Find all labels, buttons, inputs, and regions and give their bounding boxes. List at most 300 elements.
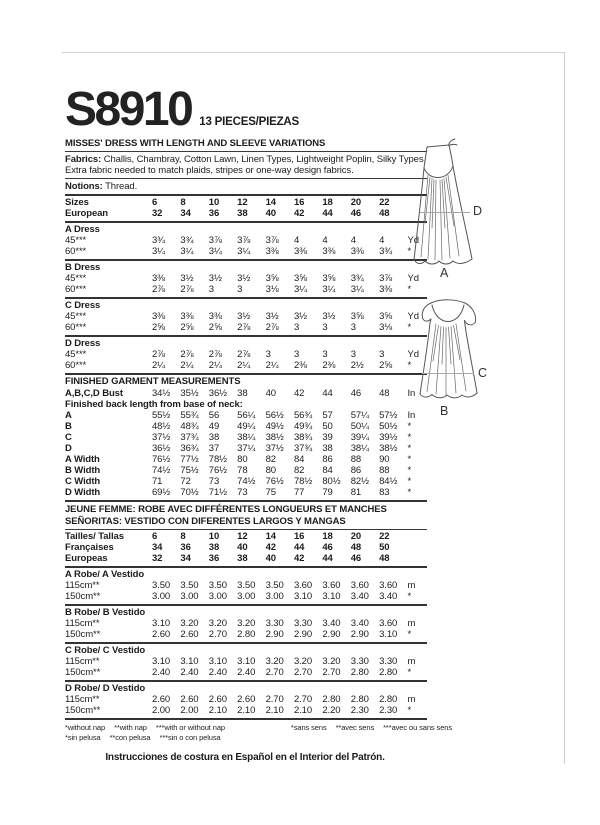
table-row [65, 421, 427, 432]
table-cell: 3 [322, 322, 328, 334]
row-label: B Width [65, 465, 101, 477]
unit-cell: Yd [407, 311, 419, 323]
unit-cell: In [407, 388, 416, 400]
table-cell: 37¾ [180, 432, 199, 444]
table-cell: 16 [293, 197, 305, 209]
table-cell: 2.40 [152, 667, 171, 679]
table-cell: 3⅞ [379, 273, 393, 285]
footnote-item: **avec sens [335, 723, 375, 733]
table-row [65, 705, 427, 716]
table-cell: 90 [379, 454, 390, 466]
table-cell: 2¼ [265, 360, 279, 372]
section-title [65, 607, 427, 618]
table-cell: 3.40 [350, 591, 369, 603]
table-cell: 2⅞ [152, 349, 166, 361]
unit-cell: * [407, 705, 412, 717]
table-cell: 34 [180, 208, 191, 220]
table-cell: 88 [350, 454, 362, 466]
table-cell: 3⅜ [265, 246, 279, 258]
table-cell: 3.30 [265, 618, 284, 630]
table-row [65, 553, 427, 564]
table-cell: 2.60 [152, 629, 171, 641]
table-cell: 3.50 [208, 580, 227, 592]
table-cell: 14 [265, 197, 276, 209]
table-cell: 3 [293, 322, 300, 334]
row-label: 60*** [65, 322, 87, 334]
table-cell: 38½ [265, 432, 284, 444]
unit-cell: * [407, 246, 412, 258]
table-cell: 74½ [237, 476, 256, 488]
table-cell: 3¾ [350, 273, 364, 285]
table-cell: 78 [237, 465, 248, 477]
row-label: A Width [65, 454, 100, 466]
table-cell: 6 [152, 531, 158, 543]
table-cell: 2⅝ [208, 322, 222, 334]
table-cell: 20 [350, 197, 362, 209]
yardage-table [65, 223, 427, 375]
footnote-item: ***sin o con pelusa [159, 733, 221, 743]
table-cell: 2.60 [152, 694, 171, 706]
dress-b-c-drawing [414, 296, 484, 410]
row-label: 45*** [65, 273, 87, 285]
table-cell: 3.10 [180, 656, 199, 668]
footnote-item: ***with or without nap [155, 723, 225, 733]
table-cell: 16 [293, 531, 305, 543]
table-cell: 50½ [379, 421, 398, 433]
table-section [65, 299, 427, 337]
table-cell: 38 [237, 208, 248, 220]
table-row [65, 667, 427, 678]
table-cell: 83 [379, 487, 390, 499]
table-cell: 3.10 [237, 656, 256, 668]
finished-measurements-table [65, 375, 427, 502]
table-cell: 2½ [350, 360, 364, 372]
table-row [65, 476, 427, 487]
section-title [65, 645, 427, 656]
section-title [65, 300, 427, 311]
table-cell: 2⅞ [208, 349, 222, 361]
table-cell: 38 [237, 388, 248, 400]
table-cell: 3.40 [350, 618, 369, 630]
table-cell: 36 [208, 208, 220, 220]
row-label: 45*** [65, 311, 87, 323]
section-name: A Robe/ A Vestido [65, 569, 145, 581]
table-cell: 3⅜ [293, 246, 307, 258]
unit-cell: m [407, 618, 416, 630]
unit-cell: * [407, 667, 412, 679]
table-section [65, 644, 427, 682]
table-cell: 2.30 [379, 705, 398, 717]
table-cell: 2.60 [237, 694, 256, 706]
table-cell: 38¼ [237, 432, 256, 444]
table-cell: 6 [152, 197, 158, 209]
unit-cell: Yd [407, 349, 419, 361]
table-cell: 3.00 [180, 591, 199, 603]
table-cell: 2.90 [322, 629, 341, 641]
table-cell: 42 [293, 208, 305, 220]
table-cell: 3.60 [379, 618, 398, 630]
row-label: 150cm** [65, 667, 101, 679]
table-cell: 39¼ [350, 432, 369, 444]
table-cell: 2.20 [322, 705, 341, 717]
section-name: D Dress [65, 338, 101, 350]
table-cell: 2.80 [237, 629, 256, 641]
table-cell: 2.80 [350, 667, 369, 679]
table-row [65, 208, 427, 219]
spanish-instructions-note: Instrucciones de costura en Español en el Interior del Patrón. [105, 752, 385, 764]
row-label: Françaises [65, 542, 114, 554]
table-cell: 44 [322, 388, 333, 400]
table-cell: 3½ [180, 273, 194, 285]
section-name: C Dress [65, 300, 101, 312]
table-cell: 75 [265, 487, 276, 499]
row-label: C [65, 432, 72, 444]
finished-heading: FINISHED GARMENT MEASUREMENTS [65, 376, 241, 388]
table-row [65, 410, 427, 421]
row-label: A,B,C,D Bust [65, 388, 123, 400]
table-cell: 34 [180, 553, 191, 565]
footnote-item: *sin pelusa [65, 733, 101, 743]
table-cell: 44 [322, 553, 333, 565]
table-cell: 38¼ [350, 443, 369, 455]
table-cell: 2.40 [237, 667, 256, 679]
table-cell: 37 [208, 443, 220, 455]
table-cell: 8 [180, 197, 186, 209]
footnote-item: ***avec ou sans sens [383, 723, 452, 733]
table-cell: 76½ [208, 465, 227, 477]
table-cell: 2⅞ [180, 284, 194, 296]
table-row [65, 618, 427, 629]
table-cell: 80 [265, 465, 276, 477]
row-label: 45*** [65, 235, 87, 247]
table-cell: 3.30 [350, 656, 369, 668]
table-cell: 79 [322, 487, 333, 499]
table-cell: 3 [350, 322, 356, 334]
table-cell: 38 [208, 542, 220, 554]
table-cell: 10 [208, 531, 220, 543]
row-label: Europeas [65, 553, 108, 565]
table-cell: 86 [350, 465, 362, 477]
table-cell: 2⅞ [152, 284, 166, 296]
table-cell: 3⅜ [379, 284, 393, 296]
table-cell: 2.90 [265, 629, 284, 641]
table-cell: 56¾ [293, 410, 313, 422]
section-name: A Dress [65, 224, 100, 236]
table-cell: 2.70 [265, 694, 284, 706]
table-cell: 77 [293, 487, 305, 499]
table-cell: 3⅝ [350, 311, 364, 323]
section-title [65, 569, 427, 580]
table-section [65, 606, 427, 644]
footnote-item: *sans sens [290, 723, 327, 733]
table-cell: 2⅝ [152, 322, 166, 334]
row-label: D [65, 443, 72, 455]
table-row [65, 656, 427, 667]
table-cell: 48 [379, 208, 390, 220]
table-cell: 3.50 [237, 580, 256, 592]
table-cell: 2.90 [293, 629, 313, 641]
table-cell: 3.20 [265, 656, 284, 668]
table-cell: 3⅜ [180, 311, 194, 323]
table-cell: 56½ [265, 410, 284, 422]
table-cell: 57¼ [350, 410, 369, 422]
row-label: D Width [65, 487, 101, 499]
section-title [65, 224, 427, 235]
bust-rows [65, 388, 427, 399]
footnote-row-1 [65, 723, 461, 733]
unit-cell [408, 542, 427, 553]
dress-a-d-drawing [412, 138, 476, 276]
length-line-c [422, 373, 474, 374]
table-cell: 73 [237, 487, 248, 499]
table-cell: 2.70 [322, 667, 341, 679]
table-cell: 2.90 [350, 629, 369, 641]
table-cell: 3¼ [152, 246, 166, 258]
table-cell: 2.60 [180, 629, 199, 641]
unit-cell: * [407, 360, 412, 372]
table-cell: 50 [379, 542, 390, 554]
table-cell: 3.00 [152, 591, 171, 603]
table-cell: 3 [379, 349, 385, 361]
table-cell: 39 [322, 432, 333, 444]
content-column [65, 83, 452, 764]
footnote-item: **with nap [114, 723, 147, 733]
section-title [65, 262, 427, 273]
row-label: 60*** [65, 360, 87, 372]
table-cell: 3½ [237, 273, 251, 285]
table-cell: 50 [322, 421, 333, 433]
table-cell: 12 [237, 197, 248, 209]
fabrics-label: Fabrics: [65, 154, 102, 166]
table-cell: 38 [237, 553, 248, 565]
table-cell: 80 [237, 454, 248, 466]
table-cell: 3½ [322, 311, 336, 323]
table-cell: 22 [379, 531, 390, 543]
table-row [65, 388, 427, 399]
table-cell: 86 [322, 454, 333, 466]
metric-size-header-table [65, 530, 427, 568]
table-cell: 35½ [180, 388, 199, 400]
table-row [65, 284, 427, 295]
row-label: 60*** [65, 246, 87, 258]
table-cell: 36 [180, 542, 191, 554]
table-cell: 37½ [152, 432, 171, 444]
unit-cell: Yd [407, 235, 419, 247]
table-cell: 75½ [180, 465, 199, 477]
table-cell: 57½ [379, 410, 398, 422]
table-cell: 73 [208, 476, 220, 488]
table-row [65, 454, 427, 465]
table-cell: 10 [208, 197, 220, 209]
fabrics-text: Challis, Chambray, Cotton Lawn, Linen Types, Lightweight Poplin, Silky Types. Extra fabric needed to match plaids, stripes or one-way design fabrics. [65, 154, 427, 177]
table-cell: 2.40 [208, 667, 227, 679]
table-cell: 84 [293, 454, 305, 466]
row-label: 150cm** [65, 705, 101, 717]
table-cell: 3¼ [293, 284, 307, 296]
table-cell: 39½ [379, 432, 398, 444]
table-cell: 3⅞ [265, 235, 279, 247]
table-cell: 2.70 [293, 667, 313, 679]
table-cell: 50¼ [350, 421, 369, 433]
table-cell: 2⅝ [379, 360, 393, 372]
table-cell: 18 [322, 197, 333, 209]
table-cell: 46 [350, 553, 362, 565]
table-row [65, 197, 427, 208]
table-cell: 2⅞ [265, 322, 279, 334]
table-cell: 2.70 [293, 694, 313, 706]
table-cell: 14 [265, 531, 276, 543]
row-label: 115cm** [65, 656, 100, 668]
table-section [65, 682, 427, 720]
dress-illustration-b-c [414, 296, 484, 410]
table-cell: 78½ [208, 454, 227, 466]
table-row [65, 487, 427, 498]
row-label: European [65, 208, 109, 220]
table-cell: 81 [350, 487, 362, 499]
row-label: 150cm** [65, 591, 101, 603]
table-cell: 18 [322, 531, 333, 543]
table-cell: 46 [322, 542, 333, 554]
table-row [65, 432, 427, 443]
table-cell: 49¾ [293, 421, 313, 433]
table-cell: 36½ [152, 443, 171, 455]
section-title [65, 338, 427, 349]
unit-cell: * [407, 421, 412, 433]
table-cell: 56¼ [237, 410, 256, 422]
unit-cell: * [407, 454, 412, 466]
metric-yardage-table [65, 568, 427, 720]
unit-cell: * [407, 476, 412, 488]
table-cell: 80½ [322, 476, 341, 488]
pattern-number: S8910 [65, 83, 192, 136]
table-cell: 48½ [152, 421, 171, 433]
table-cell: 70½ [180, 487, 199, 499]
table-cell: 3 [322, 349, 328, 361]
table-cell: 36¾ [180, 443, 199, 455]
table-section [65, 223, 427, 261]
table-cell: 3¼ [208, 246, 222, 258]
table-cell: 12 [237, 531, 248, 543]
table-cell: 55½ [152, 410, 171, 422]
table-cell: 3.20 [322, 656, 341, 668]
table-cell: 3.20 [293, 656, 313, 668]
table-cell: 3⅞ [208, 235, 222, 247]
table-row [65, 629, 427, 640]
table-cell: 3.10 [208, 656, 227, 668]
table-row [65, 360, 427, 371]
table-cell: 4 [379, 235, 385, 247]
table-row [65, 443, 427, 454]
table-cell: 3 [293, 349, 300, 361]
table-cell: 38 [208, 432, 220, 444]
footnote-item: **con pelusa [109, 733, 151, 743]
unit-cell: Yd [407, 273, 419, 285]
table-cell: 3⅜ [208, 311, 222, 323]
view-label-c: C [478, 366, 487, 380]
table-row [65, 246, 427, 257]
table-cell: 3¾ [180, 235, 194, 247]
footnote-item: *without nap [65, 723, 106, 733]
table-cell: 3¾ [379, 246, 393, 258]
table-row [65, 311, 427, 322]
table-row [65, 349, 427, 360]
table-cell: 46 [350, 208, 362, 220]
table-cell: 2.80 [379, 667, 398, 679]
table-cell: 42 [293, 553, 305, 565]
table-cell: 2.30 [350, 705, 369, 717]
table-cell: 3.10 [293, 591, 313, 603]
table-cell: 40 [265, 388, 276, 400]
section-title [65, 683, 427, 694]
table-cell: 3.30 [379, 656, 398, 668]
table-cell: 3⅜ [322, 246, 336, 258]
table-cell: 3½ [293, 311, 307, 323]
table-cell: 3.60 [350, 580, 369, 592]
view-label-a: A [440, 266, 449, 280]
table-cell: 3.00 [237, 591, 256, 603]
table-cell: 77½ [180, 454, 199, 466]
table-cell: 2.80 [350, 694, 369, 706]
table-cell: 40 [265, 553, 276, 565]
table-row [65, 322, 427, 333]
table-row [65, 235, 427, 246]
table-cell: 3 [208, 284, 214, 296]
table-cell: 22 [379, 197, 390, 209]
fabrics-note [65, 152, 427, 179]
section-name: B Dress [65, 262, 101, 274]
table-cell: 44 [293, 542, 305, 554]
table-cell: 42 [265, 542, 276, 554]
table-cell: 34½ [152, 388, 171, 400]
table-cell: 3.30 [293, 618, 313, 630]
section-name: D Robe/ D Vestido [65, 683, 146, 695]
row-label: 115cm** [65, 618, 100, 630]
table-section [65, 261, 427, 299]
table-cell: 42 [293, 388, 305, 400]
table-cell: 71 [152, 476, 163, 488]
table-cell: 2¼ [152, 360, 166, 372]
table-cell: 38½ [379, 443, 398, 455]
table-cell: 88 [379, 465, 390, 477]
table-cell: 4 [350, 235, 356, 247]
table-cell: 3¼ [237, 246, 251, 258]
table-cell: 3⅝ [322, 273, 336, 285]
table-cell: 3¾ [152, 235, 166, 247]
table-cell: 37¼ [237, 443, 256, 455]
table-cell: 38¾ [293, 432, 313, 444]
table-cell: 3.10 [322, 591, 341, 603]
row-label: 60*** [65, 284, 87, 296]
table-cell: 48 [379, 553, 390, 565]
table-cell: 2¼ [180, 360, 194, 372]
table-cell: 74½ [152, 465, 171, 477]
footnotes-english [65, 723, 234, 733]
table-cell: 76½ [152, 454, 171, 466]
table-cell: 3.50 [152, 580, 171, 592]
table-cell: 2⅜ [322, 360, 336, 372]
row-label: Sizes [65, 197, 89, 209]
table-row [65, 694, 427, 705]
table-cell: 2⅞ [237, 322, 251, 334]
table-cell: 32 [152, 208, 163, 220]
table-row [65, 591, 427, 602]
table-cell: 71½ [208, 487, 227, 499]
length-line-d [420, 212, 470, 213]
table-cell: 3⅜ [152, 311, 166, 323]
unit-cell [408, 531, 427, 542]
pieces-count: 13 PIECES/PIEZAS [199, 116, 299, 128]
view-label-d: D [473, 204, 482, 218]
